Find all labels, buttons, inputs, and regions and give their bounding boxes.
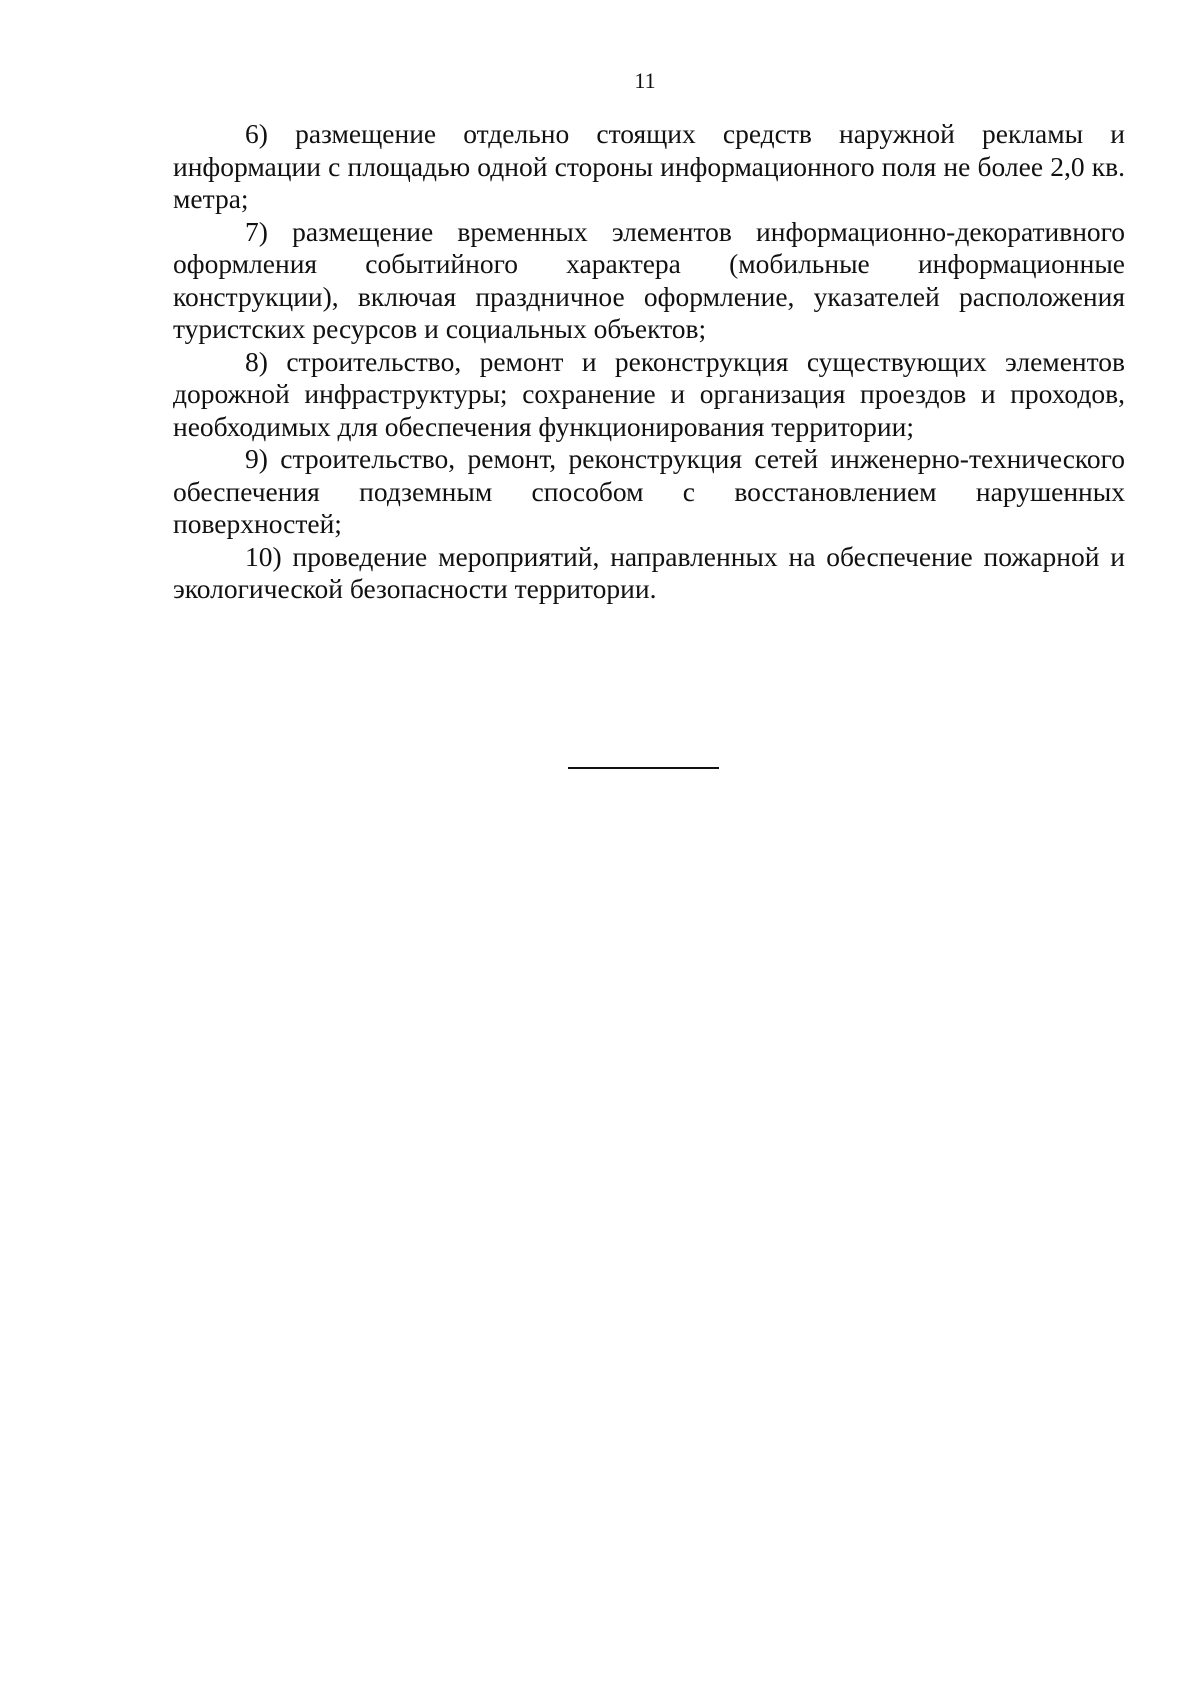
page-number: 11 [634, 68, 656, 93]
document-body [173, 118, 1125, 606]
item-marker: 10) [245, 540, 282, 572]
item-text: проведение мероприятий, направленных на обеспечение пожарной и экологической безопасности территории. [173, 540, 1126, 604]
item-text: размещение отдельно стоящих средств наружной рекламы и информации с площадью одной стороны информационного поля не более 2,0 кв. метра; [173, 118, 1125, 214]
list-item-6 [173, 118, 1125, 216]
item-marker: 8) [245, 345, 268, 377]
list-item-10 [173, 541, 1125, 606]
item-marker: 9) [245, 443, 268, 474]
list-item-8 [173, 346, 1125, 444]
item-text: строительство, ремонт и реконструкция существующих элементов дорожной инфраструктуры; сохранение и организация проездов и проходов, необходимых для обеспечения функционирования территории; [173, 345, 1126, 442]
item-marker: 7) [245, 215, 268, 247]
list-item-7 [173, 216, 1125, 346]
item-text: размещение временных элементов информационно-декоративного оформления событийного характера (мобильные информационные конструкции), включая праздничное оформление, указателей расположения туристских ресурсов и социальных объектов; [173, 215, 1126, 344]
list-item-9 [173, 443, 1125, 541]
item-text: строительство, ремонт, реконструкция сетей инженерно-технического обеспечения подземным способом с восстановлением нарушенных поверхностей; [173, 443, 1125, 539]
item-marker: 6) [245, 118, 268, 149]
end-separator-line [568, 767, 719, 769]
